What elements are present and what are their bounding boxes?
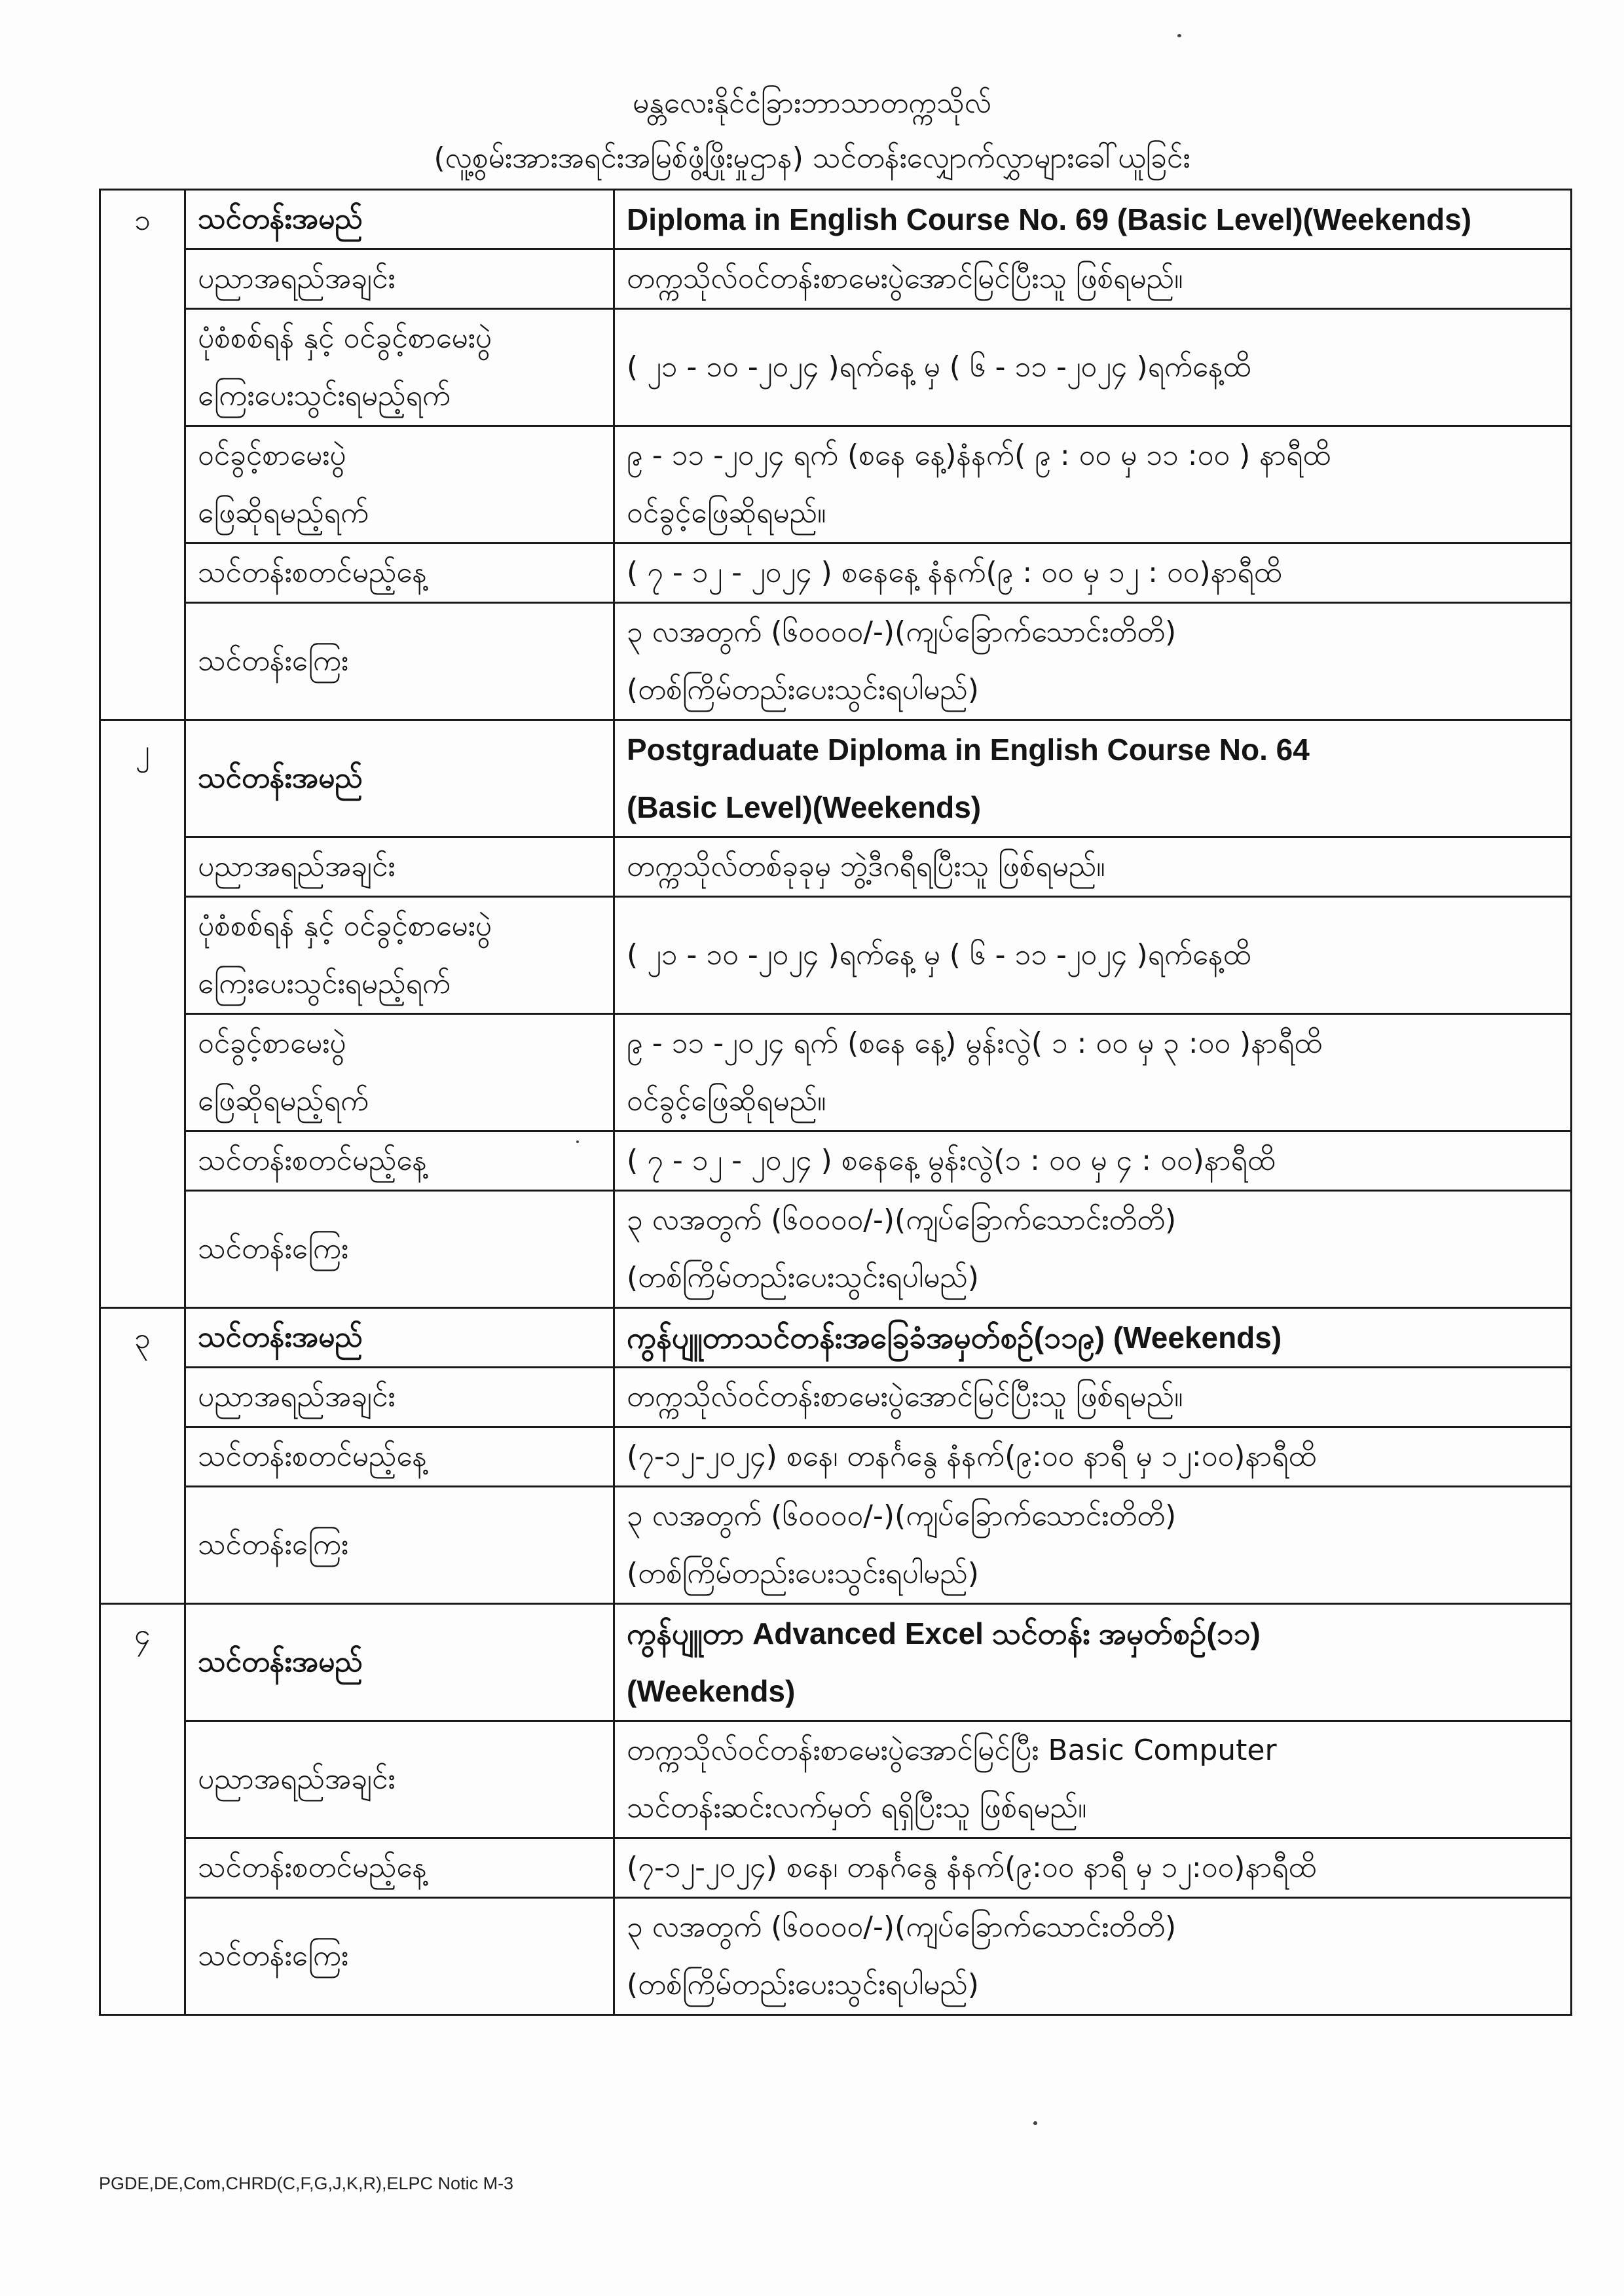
course-number: ၁: [100, 190, 185, 720]
cell-line: ပညာအရည်အချင်း: [198, 262, 396, 295]
course-detail-row: [100, 1487, 1572, 1604]
cell-line: သင်တန်းစတင်မည့်နေ့: [198, 556, 428, 589]
course-detail-row: [100, 603, 1572, 720]
cell-line: (တစ်ကြိမ်တည်းပေးသွင်းရပါမည်): [627, 1557, 979, 1590]
course-name-value: [614, 720, 1572, 837]
cell-line: သင်တန်းကြေး: [198, 1528, 349, 1561]
course-name-value: [614, 1604, 1572, 1721]
cell-line: (၇-၁၂-၂၀၂၄) စနေ၊ တနင်္ဂနွေ နံနက်(၉:၀၀ နာရီ မှ ၁၂:၀၀)နာရီထိ: [627, 1440, 1317, 1473]
cell-line: ပညာအရည်အချင်း: [198, 850, 396, 883]
cell-line: ဖြေဆိုရမည့်ရက်: [198, 496, 369, 530]
detail-label: [185, 1131, 614, 1191]
detail-label: [185, 1721, 614, 1838]
course-name-row: [100, 1604, 1572, 1721]
course-number: ၄: [100, 1604, 185, 2015]
detail-value: [614, 603, 1572, 720]
course-detail-row: [100, 1191, 1572, 1308]
detail-label: [185, 1838, 614, 1898]
cell-line: ဖြေဆိုရမည့်ရက်: [198, 1084, 369, 1118]
detail-value: [614, 1487, 1572, 1604]
course-name-label: သင်တန်းအမည်: [185, 720, 614, 837]
course-detail-row: [100, 309, 1572, 426]
detail-value: [614, 1427, 1572, 1487]
course-detail-row: [100, 1014, 1572, 1131]
notice-title: မန္တလေးနိုင်ငံခြားဘာသာတက္ကသိုလ်: [633, 86, 991, 120]
cell-line: Postgraduate Diploma in English Course No. 64: [627, 733, 1310, 767]
detail-label: [185, 1427, 614, 1487]
course-detail-row: [100, 837, 1572, 897]
course-detail-row: [100, 543, 1572, 603]
cell-line: ဝင်ခွင့်စာမေးပွဲ: [198, 439, 346, 472]
cell-line: သင်တန်းစတင်မည့်နေ့: [198, 1144, 428, 1177]
cell-line: တက္ကသိုလ်ဝင်တန်းစာမေးပွဲအောင်မြင်ပြီး Basic Computer: [627, 1734, 1277, 1767]
cell-line: ( ၂၁ - ၁၀ -၂၀၂၄ )ရက်နေ့ မှ ( ၆ - ၁၁ -၂၀၂၄ )ရက်နေ့ထိ: [627, 938, 1251, 972]
course-detail-row: [100, 897, 1572, 1014]
detail-label: [185, 426, 614, 543]
course-name-label: သင်တန်းအမည်: [185, 1604, 614, 1721]
detail-label: [185, 1898, 614, 2015]
cell-line: (တစ်ကြိမ်တည်းပေးသွင်းရပါမည်): [627, 673, 979, 706]
detail-value: [614, 309, 1572, 426]
cell-line: သင်တန်းကြေး: [198, 1939, 349, 1973]
detail-value: [614, 543, 1572, 603]
detail-value: [614, 897, 1572, 1014]
course-detail-row: [100, 1368, 1572, 1427]
cell-line: သင်တန်းကြေး: [198, 644, 349, 678]
document-code: PGDE,DE,Com,CHRD(C,F,G,J,K,R),ELPC Notic M-3: [99, 2174, 514, 2193]
cell-line: (Basic Level)(Weekends): [627, 790, 982, 824]
cell-line: သင်တန်းဆင်းလက်မှတ် ရရှိပြီးသူ ဖြစ်ရမည်။: [627, 1791, 1087, 1825]
cell-line: သင်တန်းစတင်မည့်နေ့: [198, 1440, 428, 1473]
cell-line: (တစ်ကြိမ်တည်းပေးသွင်းရပါမည်): [627, 1261, 979, 1294]
detail-value: [614, 249, 1572, 309]
course-number: ၃: [100, 1308, 185, 1604]
cell-line: ဝင်ခွင့်ဖြေဆိုရမည်။: [627, 496, 826, 530]
cell-line: ( ၇ - ၁၂ - ၂၀၂၄ ) စနေနေ့ နံနက်(၉ : ၀၀ မှ ၁၂ : ၀၀)နာရီထိ: [627, 556, 1282, 589]
detail-label: [185, 897, 614, 1014]
course-name-label: သင်တန်းအမည်: [185, 1308, 614, 1368]
detail-label: [185, 1487, 614, 1604]
cell-line: ဝင်ခွင့်စာမေးပွဲ: [198, 1027, 346, 1060]
course-number: ၂: [100, 720, 185, 1308]
cell-line: ပညာအရည်အချင်း: [198, 1762, 396, 1796]
course-name-row: [100, 1308, 1572, 1368]
detail-label: [185, 837, 614, 897]
cell-line: တက္ကသိုလ်ဝင်တန်းစာမေးပွဲအောင်မြင်ပြီးသူ ဖြစ်ရမည်။: [627, 1380, 1183, 1413]
detail-value: [614, 1721, 1572, 1838]
detail-value: [614, 1838, 1572, 1898]
detail-value: [614, 1131, 1572, 1191]
scan-speck: [1177, 34, 1181, 37]
cell-line: ကြေးပေးသွင်းရမည့်ရက်: [198, 967, 451, 1000]
course-detail-row: [100, 1838, 1572, 1898]
cell-line: ပညာအရည်အချင်း: [198, 1380, 396, 1413]
cell-line: ၃ လအတွက် (၆၀၀၀၀/-)(ကျပ်ခြောက်သောင်းတိတိ): [627, 615, 1177, 649]
detail-value: [614, 837, 1572, 897]
cell-line: ပုံစံစစ်ရန် နှင့် ဝင်ခွင့်စာမေးပွဲ: [198, 909, 492, 943]
detail-label: [185, 1191, 614, 1308]
cell-line: ကွန်ပျူတာသင်တန်းအခြေခံအမှတ်စဉ်(၁၁၉) (Weekends): [627, 1321, 1282, 1355]
detail-value: [614, 426, 1572, 543]
detail-label: [185, 543, 614, 603]
cell-line: တက္ကသိုလ်တစ်ခုခုမှ ဘွဲ့ဒီဂရီရပြီးသူ ဖြစ်ရမည်။: [627, 850, 1105, 883]
detail-label: [185, 309, 614, 426]
detail-value: [614, 1191, 1572, 1308]
course-name-value: [614, 190, 1572, 249]
detail-value: [614, 1368, 1572, 1427]
cell-line: ၉ - ၁၁ -၂၀၂၄ ရက် (စနေ နေ့)နံနက်( ၉ : ၀၀ မှ ၁၁ :၀၀ ) နာရီထိ: [627, 439, 1331, 472]
detail-value: [614, 1014, 1572, 1131]
cell-line: ၃ လအတွက် (၆၀၀၀၀/-)(ကျပ်ခြောက်သောင်းတိတိ): [627, 1203, 1177, 1237]
detail-label: [185, 1368, 614, 1427]
course-table: [99, 189, 1572, 2016]
cell-line: ၃ လအတွက် (၆၀၀၀၀/-)(ကျပ်ခြောက်သောင်းတိတိ): [627, 1910, 1177, 1944]
cell-line: သင်တန်းစတင်မည့်နေ့: [198, 1851, 428, 1884]
cell-line: (တစ်ကြိမ်တည်းပေးသွင်းရပါမည်): [627, 1968, 979, 2001]
course-name-value: [614, 1308, 1572, 1368]
detail-value: [614, 1898, 1572, 2015]
course-name-row: [100, 190, 1572, 249]
cell-line: သင်တန်းကြေး: [198, 1232, 349, 1266]
cell-line: ( ၂၁ - ၁၀ -၂၀၂၄ )ရက်နေ့ မှ ( ၆ - ၁၁ -၂၀၂၄ )ရက်နေ့ထိ: [627, 350, 1251, 384]
course-detail-row: [100, 249, 1572, 309]
cell-line: ဝင်ခွင့်ဖြေဆိုရမည်။: [627, 1084, 826, 1118]
course-name-row: [100, 720, 1572, 837]
cell-line: ၉ - ၁၁ -၂၀၂၄ ရက် (စနေ နေ့) မွန်းလွဲ( ၁ : ၀၀ မှ ၃ :၀၀ )နာရီထိ: [627, 1027, 1322, 1060]
cell-line: (Weekends): [627, 1674, 796, 1708]
cell-line: Diploma in English Course No. 69 (Basic Level)(Weekends): [627, 202, 1472, 236]
detail-label: [185, 603, 614, 720]
detail-label: [185, 249, 614, 309]
course-name-label: သင်တန်းအမည်: [185, 190, 614, 249]
cell-line: (၇-၁၂-၂၀၂၄) စနေ၊ တနင်္ဂနွေ နံနက်(၉:၀၀ နာရီ မှ ၁၂:၀၀)နာရီထိ: [627, 1851, 1317, 1884]
cell-line: ၃ လအတွက် (၆၀၀၀၀/-)(ကျပ်ခြောက်သောင်းတိတိ): [627, 1499, 1177, 1533]
course-detail-row: [100, 1721, 1572, 1838]
cell-line: ကြေးပေးသွင်းရမည့်ရက်: [198, 379, 451, 412]
cell-line: ပုံစံစစ်ရန် နှင့် ဝင်ခွင့်စာမေးပွဲ: [198, 321, 492, 355]
cell-line: တက္ကသိုလ်ဝင်တန်းစာမေးပွဲအောင်မြင်ပြီးသူ ဖြစ်ရမည်။: [627, 262, 1183, 295]
notice-subtitle: (လူ့စွမ်းအားအရင်းအမြစ်ဖွံ့ဖြိုးမှုဌာန) သင်တန်းလျှောက်လွှာများခေါ်ယူခြင်း: [434, 141, 1190, 175]
scan-speck: [1033, 2121, 1037, 2125]
course-detail-row: [100, 1427, 1572, 1487]
course-detail-row: [100, 1131, 1572, 1191]
cell-line: ( ၇ - ၁၂ - ၂၀၂၄ ) စနေနေ့ မွန်းလွဲ(၁ : ၀၀ မှ ၄ : ၀၀)နာရီထိ: [627, 1144, 1276, 1177]
course-detail-row: [100, 426, 1572, 543]
cell-line: ကွန်ပျူတာ Advanced Excel သင်တန်း အမှတ်စဉ်(၁၁): [627, 1616, 1261, 1650]
course-detail-row: [100, 1898, 1572, 2015]
detail-label: [185, 1014, 614, 1131]
